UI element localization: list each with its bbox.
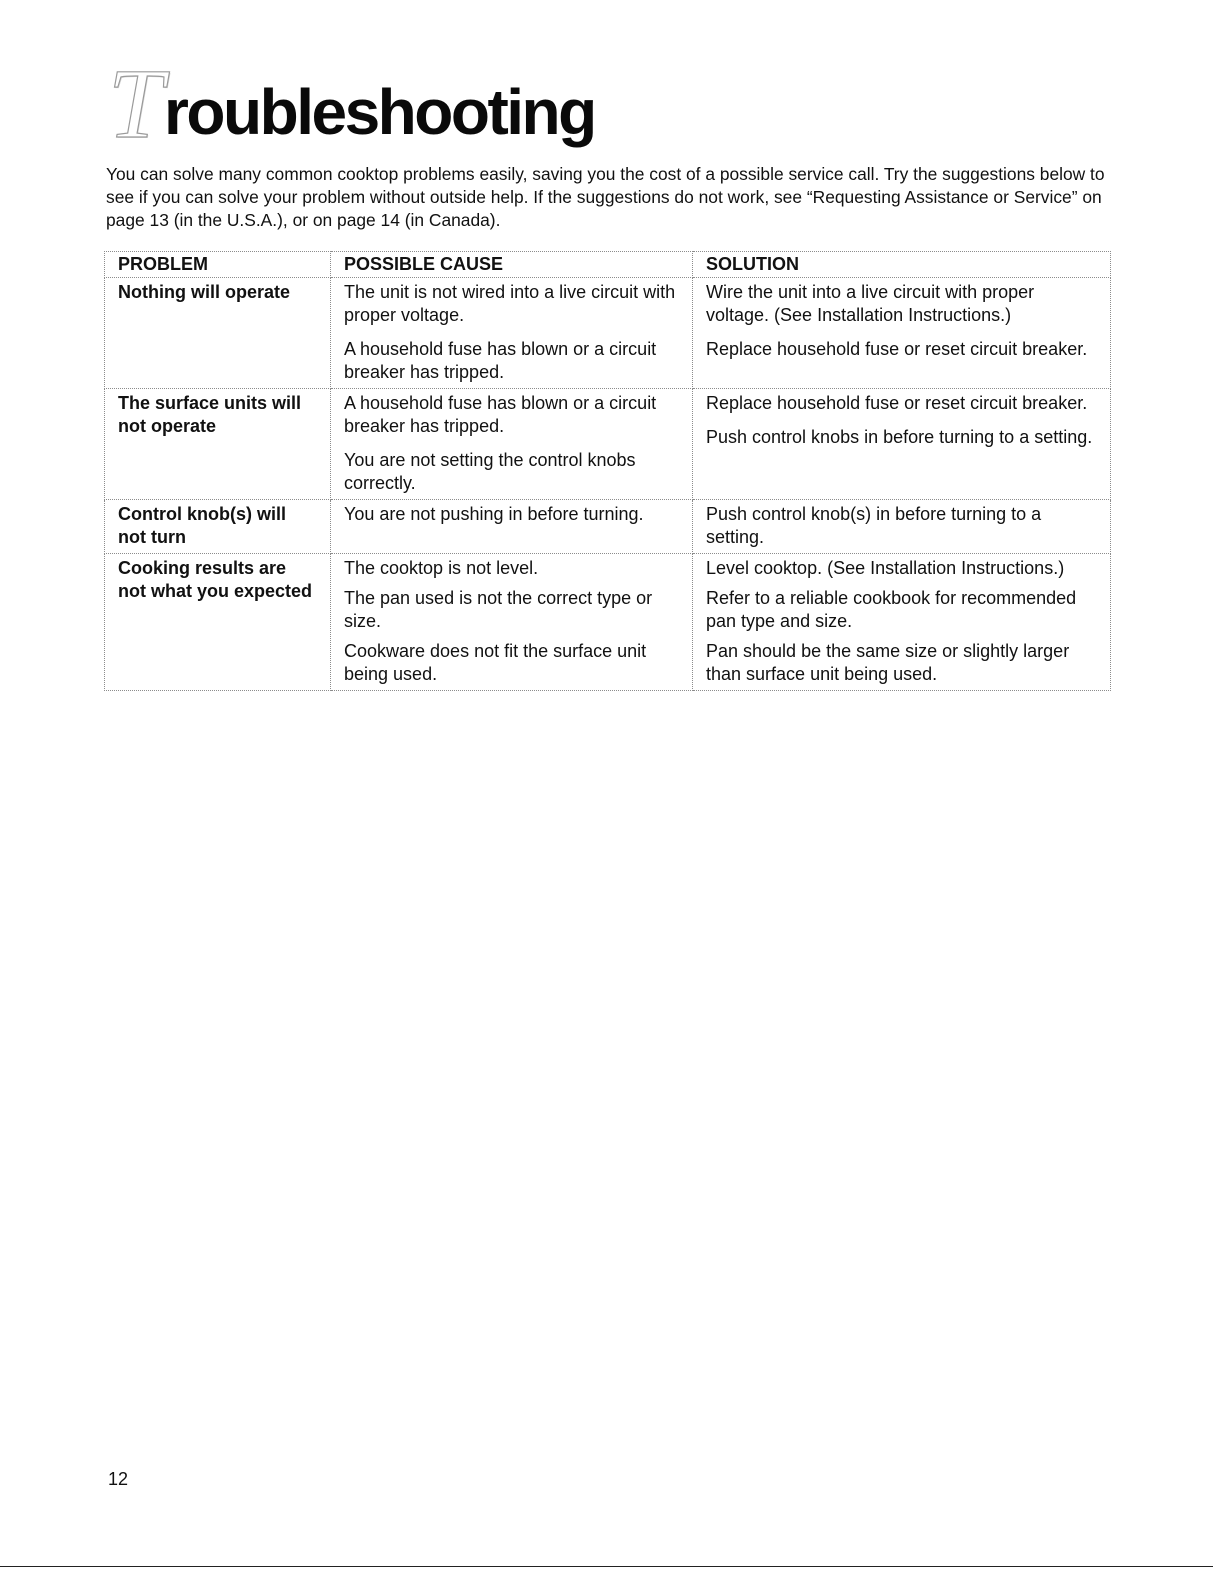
page-number: 12 [108, 1469, 129, 1489]
table-row [105, 554, 1111, 691]
solution-entry: Pan should be the same size or slightly larger than surface unit being used. [706, 641, 1070, 684]
problem-cell: The surface units will not operate [105, 389, 331, 500]
problem-cell: Nothing will operate [105, 278, 331, 389]
page-title [108, 48, 708, 159]
header-possible-cause: POSSIBLE CAUSE [331, 252, 693, 278]
cause-cell [331, 554, 693, 691]
solution-cell [693, 389, 1111, 500]
cause-entry: Cookware does not fit the surface unit being used. [344, 641, 647, 684]
cause-entry: You are not setting the control knobs correctly. [344, 450, 636, 493]
cause-cell [331, 500, 693, 554]
troubleshooting-table [104, 251, 1111, 691]
cause-cell [331, 389, 693, 500]
title-text: roubleshooting [164, 76, 595, 148]
solution-entry: Replace household fuse or reset circuit breaker. [706, 393, 1088, 413]
cause-entry: A household fuse has blown or a circuit breaker has tripped. [344, 339, 657, 382]
solution-entry: Refer to a reliable cookbook for recommended pan type and size. [706, 588, 1077, 631]
table-row [105, 500, 1111, 554]
solution-entry: Wire the unit into a live circuit with proper voltage. (See Installation Instructions.) [706, 282, 1035, 325]
table-row [105, 389, 1111, 500]
title-initial-letter: T [108, 48, 164, 159]
cause-cell [331, 278, 693, 389]
solution-cell [693, 554, 1111, 691]
cause-entry: A household fuse has blown or a circuit breaker has tripped. [344, 393, 657, 436]
solution-entry: Level cooktop. (See Installation Instructions.) [706, 558, 1065, 578]
solution-entry: Replace household fuse or reset circuit breaker. [706, 339, 1088, 359]
cause-entry: The pan used is not the correct type or size. [344, 588, 653, 631]
problem-cell: Cooking results are not what you expected [105, 554, 331, 691]
header-problem: PROBLEM [105, 252, 331, 278]
cause-entry: You are not pushing in before turning. [344, 504, 644, 524]
problem-cell: Control knob(s) will not turn [105, 500, 331, 554]
table-header-row [105, 252, 1111, 278]
cause-entry: The cooktop is not level. [344, 558, 539, 578]
footer-divider [0, 1566, 1213, 1567]
header-solution: SOLUTION [693, 252, 1111, 278]
table-row [105, 278, 1111, 389]
solution-cell [693, 500, 1111, 554]
intro-paragraph: You can solve many common cooktop problems easily, saving you the cost of a possible service call. Try the suggestions below to see if you can solve your problem without outside help. If the suggestions do not work, see “Requesting Assistance or Service” on page 13 (in the U.S.A.), or on page 14 (in Canada). [106, 164, 1105, 230]
solution-cell [693, 278, 1111, 389]
cause-entry: The unit is not wired into a live circuit with proper voltage. [344, 282, 676, 325]
solution-entry: Push control knobs in before turning to a setting. [706, 427, 1093, 447]
solution-entry: Push control knob(s) in before turning to a setting. [706, 504, 1042, 547]
